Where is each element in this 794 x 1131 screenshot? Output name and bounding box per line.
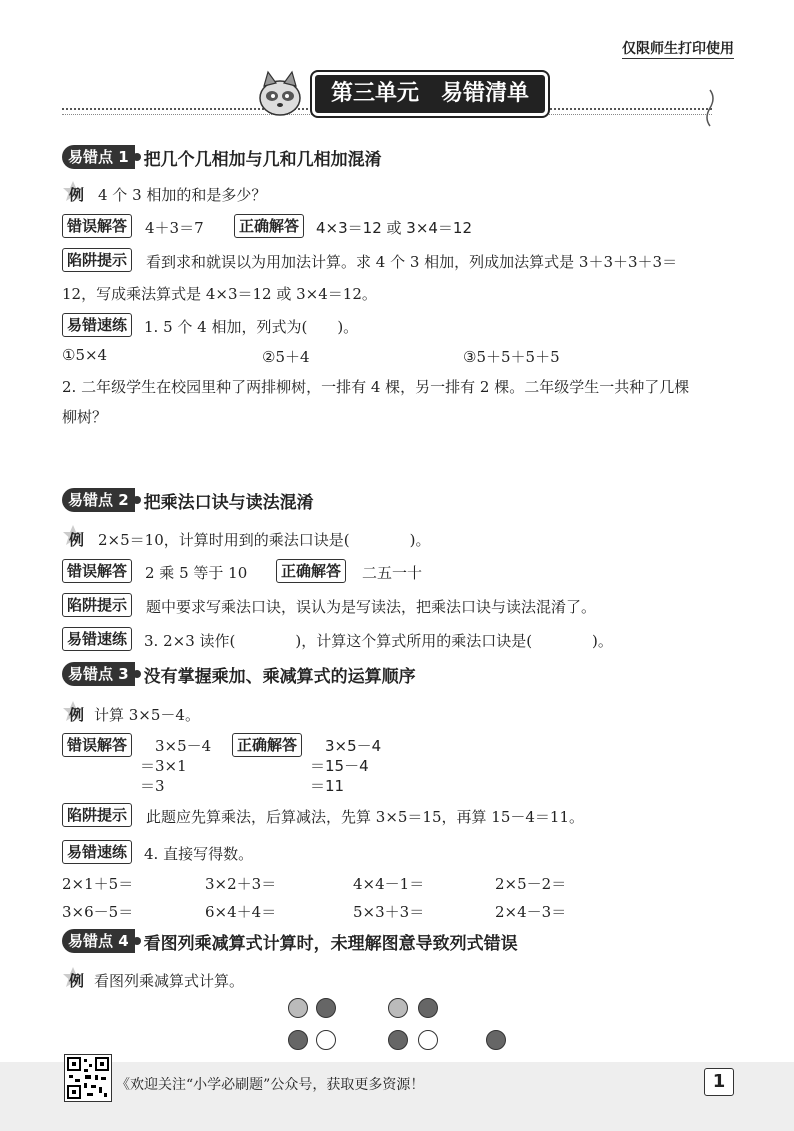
wrong-step-2: ＝3×1 [140, 757, 187, 775]
trap-tip-2: 题中要求写乘法口诀，误认为是写读法，把乘法口诀与读法混淆了。 [146, 598, 597, 616]
practice-q1: 1. 5 个 4 相加，列式为( )。 [144, 318, 359, 336]
page-number: 1 [704, 1068, 734, 1096]
trap-tip-3: 此题应先算乘法，后算减法，先算 3×5＝15，再算 15－4＝11。 [146, 808, 584, 826]
option-1: ①5×4 [62, 346, 108, 364]
right-answer-tag: 正确解答 [232, 733, 302, 757]
trap-tip-tag: 陷阱提示 [62, 248, 132, 272]
footer-bar [0, 1062, 794, 1131]
trap-tip-1-line1: 看到求和就误以为用加法计算。求 4 个 3 相加，列成加法算式是 3＋3＋3＋3＝ [146, 253, 678, 271]
example-label: 例 [69, 186, 85, 204]
calc-2-3: 5×3＋3＝ [353, 903, 425, 921]
option-3: ③5＋5＋5＋5 [463, 348, 560, 366]
calc-1-1: 2×1＋5＝ [62, 875, 134, 893]
example-label: 例 [69, 972, 85, 990]
unit-title: 第三单元 易错清单 [312, 72, 548, 116]
section-2-label: 易错点 2 [62, 488, 135, 512]
right-answer-tag: 正确解答 [234, 214, 304, 238]
right-answer-tag: 正确解答 [276, 559, 346, 583]
practice-q2-line1: 2. 二年级学生在校园里种了两排柳树，一排有 4 棵，另一排有 2 棵。二年级学生一共种了几棵 [62, 378, 690, 396]
calc-1-3: 4×4－1＝ [353, 875, 425, 893]
circle-dark [316, 998, 336, 1018]
qr-code-icon [64, 1054, 112, 1102]
circle-empty [418, 1030, 438, 1050]
right-step-3: ＝11 [310, 777, 345, 795]
trap-tip-1-line2: 12，写成乘法算式是 4×3＝12 或 3×4＝12。 [62, 285, 377, 303]
circle-empty [316, 1030, 336, 1050]
example-2-text: 2×5＝10，计算时用到的乘法口诀是( )。 [98, 531, 431, 549]
right-answer-1: 4×3＝12 或 3×4＝12 [316, 219, 473, 237]
section-1-label: 易错点 1 [62, 145, 135, 169]
wrong-answer-1: 4＋3＝7 [145, 219, 204, 237]
option-2: ②5＋4 [262, 348, 310, 366]
section-1-title: 把几个几相加与几和几相加混淆 [143, 149, 382, 170]
wrong-answer-tag: 错误解答 [62, 733, 132, 757]
example-1-text: 4 个 3 相加的和是多少？ [98, 186, 267, 204]
circle-light [388, 998, 408, 1018]
calc-2-1: 3×6－5＝ [62, 903, 134, 921]
section-4-header [62, 929, 518, 953]
example-label: 例 [69, 531, 85, 549]
footer-text: 《欢迎关注“小学必刷题”公众号，获取更多资源！ [116, 1077, 425, 1093]
practice-q3: 3. 2×3 读作( )，计算这个算式所用的乘法口诀是( )。 [144, 632, 613, 650]
mascot-icon [252, 70, 308, 120]
practice-tag: 易错速练 [62, 627, 132, 651]
wrong-answer-tag: 错误解答 [62, 214, 132, 238]
wrong-step-3: ＝3 [140, 777, 165, 795]
example-3-text: 计算 3×5－4。 [94, 706, 200, 724]
calc-2-2: 6×4＋4＝ [205, 903, 277, 921]
section-4-title: 看图列乘减算式计算时，未理解图意导致列式错误 [143, 933, 518, 954]
circle-dark [486, 1030, 506, 1050]
right-step-1: 3×5－4 [325, 737, 382, 755]
wrong-answer-2: 2 乘 5 等于 10 [145, 564, 248, 582]
calc-2-4: 2×4－3＝ [495, 903, 567, 921]
section-4-label: 易错点 4 [62, 929, 135, 953]
wrong-answer-tag: 错误解答 [62, 559, 132, 583]
section-1-header [62, 145, 382, 169]
wrong-step-1: 3×5－4 [155, 737, 212, 755]
right-step-2: ＝15－4 [310, 757, 369, 775]
practice-tag: 易错速练 [62, 313, 132, 337]
practice-q4: 4. 直接写得数。 [144, 845, 254, 863]
bullet-icon [133, 937, 141, 945]
section-2-title: 把乘法口诀与读法混淆 [143, 492, 314, 513]
bullet-icon [133, 496, 141, 504]
circle-dark [388, 1030, 408, 1050]
calc-1-2: 3×2＋3＝ [205, 875, 277, 893]
circle-dark [288, 1030, 308, 1050]
section-2-header [62, 488, 314, 512]
bullet-icon [133, 153, 141, 161]
section-3-header [62, 662, 416, 686]
example-label: 例 [69, 706, 85, 724]
circle-dark [418, 998, 438, 1018]
right-answer-2: 二五一十 [362, 564, 423, 582]
pencil-icon [700, 88, 720, 128]
calc-1-4: 2×5－2＝ [495, 875, 567, 893]
bullet-icon [133, 670, 141, 678]
practice-q2-line2: 柳树？ [62, 408, 108, 426]
circle-light [288, 998, 308, 1018]
section-3-title: 没有掌握乘加、乘减算式的运算顺序 [143, 666, 416, 687]
example-4-text: 看图列乘减算式计算。 [94, 972, 245, 990]
print-note: 仅限师生打印使用 [622, 38, 734, 59]
section-3-label: 易错点 3 [62, 662, 135, 686]
trap-tip-tag: 陷阱提示 [62, 803, 132, 827]
trap-tip-tag: 陷阱提示 [62, 593, 132, 617]
practice-tag: 易错速练 [62, 840, 132, 864]
